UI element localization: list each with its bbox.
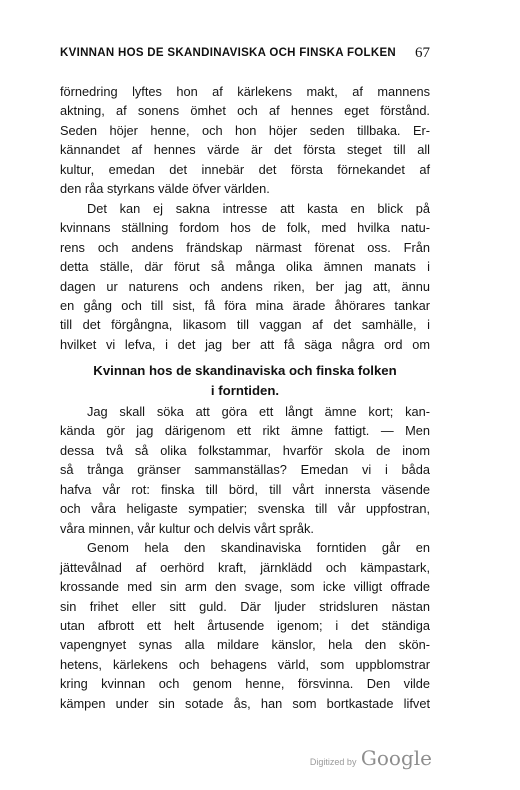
text-line: dessa två så olika folkstammar, hvarför skola de inom bbox=[60, 442, 430, 458]
text-line: jättevålnad af oerhörd kraft, järnklädd och kämpastark, bbox=[60, 559, 430, 575]
text-line: krossande med sin arm den svage, som icke villigt offrade bbox=[60, 579, 430, 595]
text-line: aktning, af sonens ömhet och af hennes eget förstånd. bbox=[60, 103, 430, 119]
text-line: förnedring lyftes hon af kärlekens makt, af mannens bbox=[60, 84, 430, 99]
text-line: rens och andens frändskap närmast förenat oss. Från bbox=[60, 239, 430, 255]
text-line: utan afbrott ett helt årtusende igenom; i det ständiga bbox=[60, 617, 430, 633]
section-heading-line: i forntiden. bbox=[210, 383, 280, 398]
text-line: kring kvinnan och genom henne, försvinna. Den vilde bbox=[60, 676, 430, 692]
digitized-by-text: Digitized by bbox=[309, 757, 357, 767]
page-header bbox=[60, 47, 430, 63]
section-heading-line: Kvinnan hos de skandinaviska och finska folken bbox=[93, 363, 397, 378]
text-line: vapengnyet synas alla mildare känslor, hela den skön- bbox=[60, 637, 430, 653]
text-line: kända gör jag därigenom ett rikt ämne fattigt. — Men bbox=[60, 423, 430, 439]
paragraph bbox=[60, 538, 430, 713]
text-line: och våra heligaste sympatier; svenska till vår uppfostran, bbox=[60, 501, 430, 517]
google-watermark bbox=[310, 746, 432, 770]
text-line: en gång och till sist, få föra mina ärade åhörares tankar bbox=[60, 297, 430, 313]
text-line: kämpen under sin sotade ås, han som bortkastade lifvet bbox=[60, 695, 430, 711]
page-number: 67 bbox=[415, 45, 430, 61]
text-line: till det förgångna, likasom till vaggan af det samhälle, i bbox=[60, 317, 430, 333]
text-line: detta ställe, där förut så många olika ämnen manats i bbox=[60, 259, 430, 275]
text-line: sin frihet eller sitt guld. Där ljuder stridsluren nästan bbox=[60, 598, 430, 614]
text-line: så trånga gränser sammanställas? Emedan vi i båda bbox=[60, 462, 430, 478]
text-line: hvilket vi lefva, i det jag ber att få säga några ord om bbox=[60, 336, 430, 352]
text-line: Jag skall söka att göra ett långt ämne kort; kan- bbox=[87, 404, 430, 419]
body-text-top bbox=[60, 82, 430, 354]
text-line: hetens, kärlekens och behagens värld, som uppblomstrar bbox=[60, 656, 430, 672]
body-text-section bbox=[60, 402, 430, 713]
text-line: dagen ur naturens och andens riken, ber jag att, ännu bbox=[60, 278, 430, 294]
section-heading bbox=[60, 361, 430, 401]
text-line: kännandet af hennes värde är det första steget till all bbox=[60, 142, 430, 158]
paragraph bbox=[60, 82, 430, 199]
text-line: Genom hela den skandinaviska forntiden går en bbox=[87, 540, 430, 556]
running-head: KVINNAN HOS DE SKANDINAVISKA OCH FINSKA FOLKEN bbox=[60, 47, 397, 59]
text-line: kultur, emedan det innebär det första förnekandet af bbox=[60, 161, 430, 177]
google-logo: Google bbox=[360, 746, 432, 770]
text-line: Det kan ej sakna intresse att kasta en blick på bbox=[87, 200, 430, 216]
text-line: hafva vår rot: finska till börd, till vårt innersta väsende bbox=[60, 481, 430, 497]
text-line: våra minnen, vår kultur och delvis vårt språk. bbox=[60, 520, 314, 536]
text-line: Seden höjer henne, och hon höjer seden tillbaka. Er- bbox=[60, 122, 430, 138]
text-line: kvinnans ställning fordom hos de folk, med hvilka natu- bbox=[60, 220, 430, 236]
paragraph bbox=[60, 402, 430, 538]
paragraph bbox=[60, 199, 430, 355]
text-line: den råa styrkans välde öfver världen. bbox=[60, 181, 270, 197]
